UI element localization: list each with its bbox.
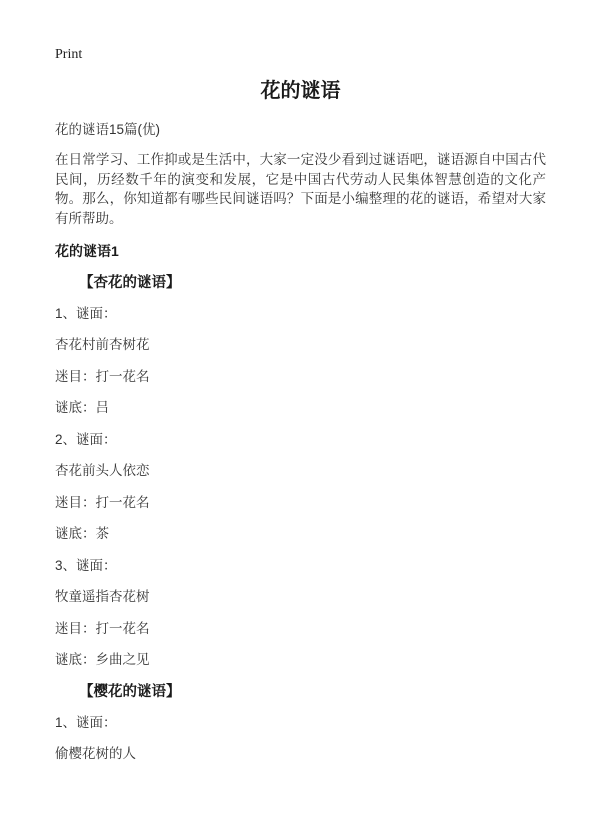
riddle-line: 杏花前头人依恋: [55, 463, 150, 478]
group-heading-apricot: 【杏花的谜语】: [79, 274, 181, 291]
riddle-line: 迷目：打一花名: [55, 620, 150, 636]
riddle-line: 2、谜面：: [55, 431, 117, 447]
riddle-line: 1、谜面：: [55, 305, 117, 321]
riddle-line: 谜底：乡曲之见: [55, 652, 150, 667]
riddle-line: 谜底：吕: [55, 400, 109, 415]
riddle-line: 牧童遥指杏花树: [55, 589, 150, 604]
intro-paragraph: 在日常学习、工作抑或是生活中，大家一定没少看到过谜语吧，谜语源自中国古代民间，历经数千年的演变和发展，它是中国古代劳动人民集体智慧创造的文化产物。那么，你知道都有哪些民间谜语吗？下面是小编整理的花的谜语，希望对大家有所帮助。: [55, 152, 546, 226]
riddle-line: 迷目：打一花名: [55, 368, 150, 384]
riddle-line: 偷樱花树的人: [55, 746, 136, 761]
riddle-line: 迷目：打一花名: [55, 494, 150, 510]
riddle-line: 谜底：茶: [55, 526, 109, 541]
page-title: 花的谜语: [260, 80, 341, 102]
group-heading-cherry: 【樱花的谜语】: [79, 683, 181, 700]
document-subtitle: 花的谜语15篇(优): [55, 122, 161, 137]
section-heading: 花的谜语1: [55, 243, 119, 259]
riddle-line: 杏花村前杏树花: [55, 337, 150, 352]
riddle-line: 1、谜面：: [55, 714, 117, 730]
print-link[interactable]: Print: [55, 47, 83, 62]
riddle-line: 3、谜面：: [55, 557, 117, 573]
